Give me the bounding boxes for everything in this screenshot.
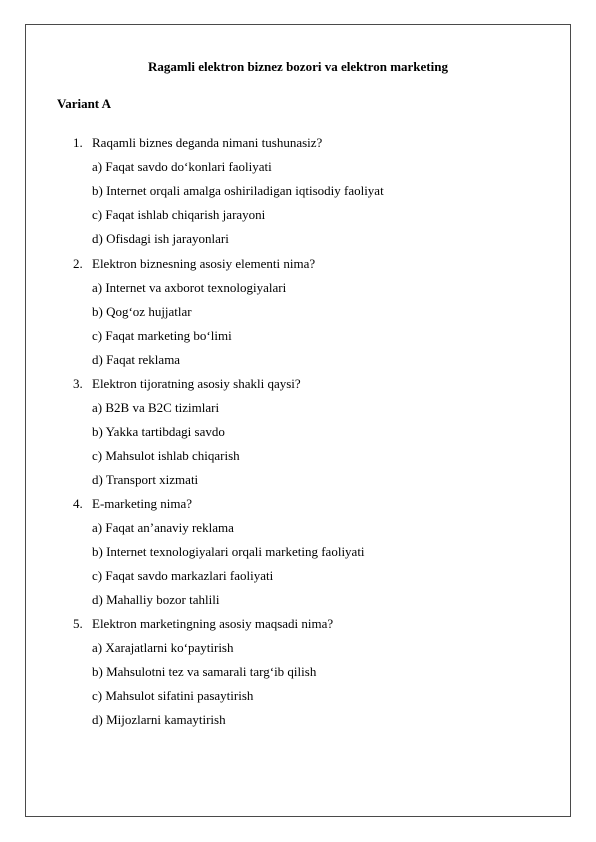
option-2c: c) Faqat marketing bo‘limi [92, 328, 232, 343]
option-5c: c) Mahsulot sifatini pasaytirish [92, 688, 254, 703]
variant-heading: Variant A [57, 96, 112, 111]
option-3a: a) B2B va B2C tizimlari [92, 400, 220, 415]
option-3c: c) Mahsulot ishlab chiqarish [92, 448, 240, 463]
question-text: E-marketing nima? [92, 496, 192, 511]
option-1b: b) Internet orqali amalga oshiriladigan iqtisodiy faoliyat [92, 183, 384, 198]
option-2a: a) Internet va axborot texnologiyalari [92, 280, 287, 295]
question-text: Elektron biznesning asosiy elementi nima? [92, 256, 316, 271]
question-text: Raqamli biznes deganda nimani tushunasiz? [92, 135, 323, 150]
option-2b: b) Qog‘oz hujjatlar [92, 304, 192, 319]
option-5d: d) Mijozlarni kamaytirish [92, 712, 226, 727]
question-number: 4. [73, 496, 83, 511]
question-text: Elektron marketingning asosiy maqsadi nima? [92, 616, 334, 631]
option-4c: c) Faqat savdo markazlari faoliyati [92, 568, 274, 583]
option-3d: d) Transport xizmati [92, 472, 199, 487]
option-1a: a) Faqat savdo do‘konlari faoliyati [92, 159, 272, 174]
question-number: 2. [73, 256, 83, 271]
option-2d: d) Faqat reklama [92, 352, 181, 367]
option-1c: c) Faqat ishlab chiqarish jarayoni [92, 207, 266, 222]
question-text: Elektron tijoratning asosiy shakli qaysi? [92, 376, 301, 391]
option-3b: b) Yakka tartibdagi savdo [92, 424, 225, 439]
option-4a: a) Faqat an’anaviy reklama [92, 520, 234, 535]
option-5a: a) Xarajatlarni ko‘paytirish [92, 640, 234, 655]
option-5b: b) Mahsulotni tez va samarali targ‘ib qilish [92, 664, 317, 679]
option-4d: d) Mahalliy bozor tahlili [92, 592, 220, 607]
question-number: 3. [73, 376, 83, 391]
option-4b: b) Internet texnologiyalari orqali marketing faoliyati [92, 544, 365, 559]
document-title: Ragamli elektron biznez bozori va elektron marketing [148, 59, 448, 74]
question-number: 1. [73, 135, 83, 150]
question-number: 5. [73, 616, 83, 631]
option-1d: d) Ofisdagi ish jarayonlari [92, 231, 229, 246]
